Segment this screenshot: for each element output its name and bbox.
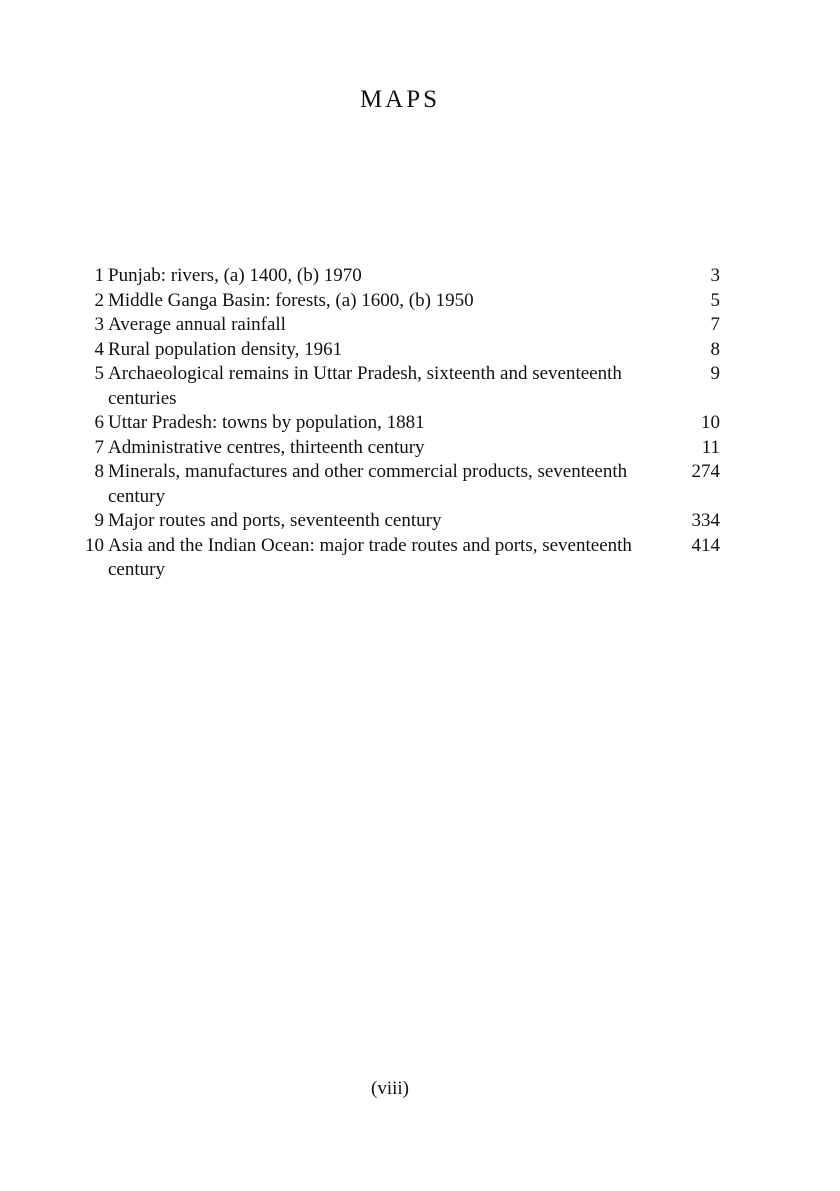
map-number: 4 xyxy=(94,338,104,360)
list-item xyxy=(70,509,720,534)
map-number: 3 xyxy=(94,314,104,335)
map-number: 7 xyxy=(94,436,104,458)
map-number: 5 xyxy=(94,363,104,384)
maps-list xyxy=(70,264,720,583)
map-title: Administrative centres, thirteenth century xyxy=(108,436,425,458)
list-item xyxy=(70,411,720,436)
map-number: 8 xyxy=(94,461,104,482)
map-page: 7 xyxy=(710,314,720,335)
map-number: 9 xyxy=(94,510,104,531)
map-title: Punjab: rivers, (a) 1400, (b) 1970 xyxy=(108,265,362,286)
list-item xyxy=(70,313,720,338)
map-title: Uttar Pradesh: towns by population, 1881 xyxy=(108,412,425,433)
map-number: 2 xyxy=(94,289,104,311)
map-page: 11 xyxy=(701,436,720,458)
map-page: 5 xyxy=(710,289,720,311)
list-item xyxy=(70,338,720,363)
map-number: 1 xyxy=(94,265,104,286)
page-folio: (viii) xyxy=(371,1078,409,1099)
map-page: 9 xyxy=(710,363,720,384)
map-page: 3 xyxy=(710,265,720,286)
map-title: Minerals, manufactures and other commercial products, seventeenth century xyxy=(108,461,628,507)
map-title: Middle Ganga Basin: forests, (a) 1600, (b) 1950 xyxy=(108,289,474,311)
list-item xyxy=(70,534,720,583)
map-page: 10 xyxy=(701,412,720,433)
list-item xyxy=(70,264,720,289)
map-title: Archaeological remains in Uttar Pradesh, sixteenth and seventeenth centuries xyxy=(108,363,622,409)
map-title: Rural population density, 1961 xyxy=(108,338,343,360)
map-page: 414 xyxy=(691,534,720,556)
map-number: 10 xyxy=(85,534,104,556)
map-title: Asia and the Indian Ocean: major trade routes and ports, seventeenth century xyxy=(108,534,632,580)
page-title: MAPS xyxy=(359,86,441,113)
map-page: 274 xyxy=(691,461,720,482)
list-item xyxy=(70,460,720,509)
map-number: 6 xyxy=(94,412,104,433)
list-item xyxy=(70,289,720,314)
map-page: 334 xyxy=(691,510,720,531)
map-title: Average annual rainfall xyxy=(108,314,286,335)
list-item xyxy=(70,362,720,411)
list-item xyxy=(70,436,720,461)
map-title: Major routes and ports, seventeenth century xyxy=(108,510,442,531)
map-page: 8 xyxy=(710,338,720,360)
